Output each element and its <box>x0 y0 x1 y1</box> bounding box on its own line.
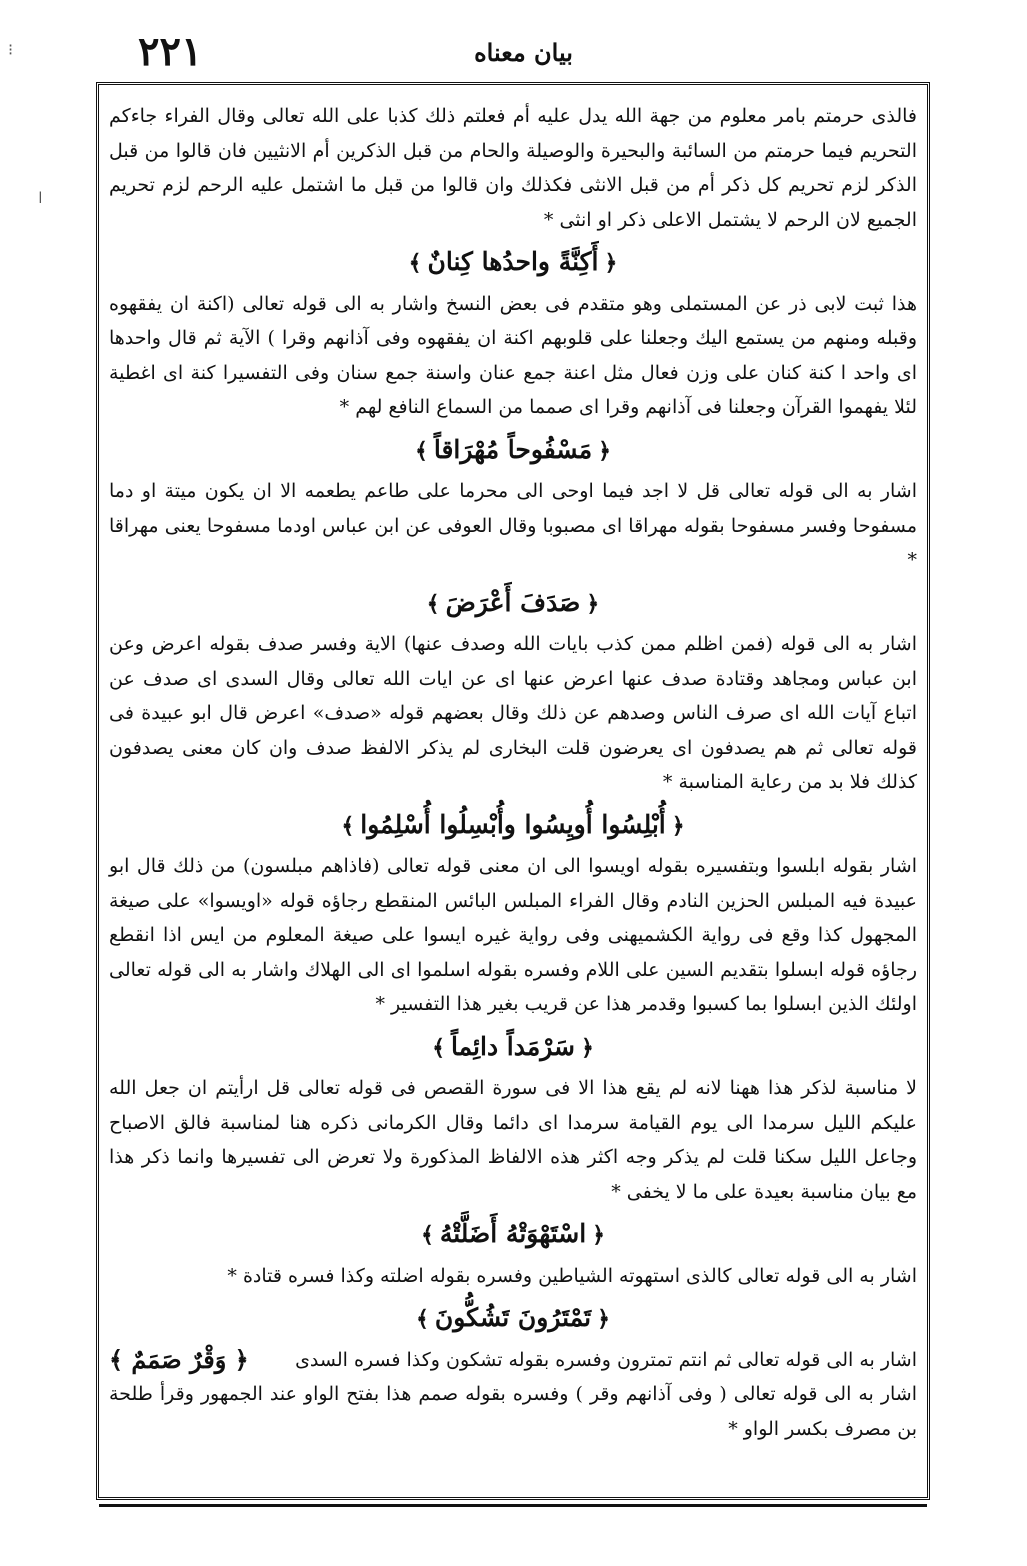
text-frame <box>96 82 930 1500</box>
ornament-bracket-icon: ﴾ <box>109 1344 132 1374</box>
section-heading <box>109 1301 917 1337</box>
ornament-bracket-icon: ﴿ <box>598 437 612 464</box>
heading-text: أُبْلِسُوا أُويِسُوا وأُبْسِلُوا أُسْلِمُوا <box>360 809 666 839</box>
ornament-bracket-icon: ﴿ <box>586 590 600 617</box>
paragraph: فالذى حرمتم بامر معلوم من جهة الله يدل عليه أم فعلتم ذلك كذبا على الله تعالى وقال الفراء جاءكم التحريم فيما حرمتم من السائبة والبحيرة والوصيلة والحام من قبل الذكرين أم الانثيين فان قالوا من قبل الذكر لزم تحريم كل ذكر أم من قبل الانثى فكذلك وان قالوا من قبل ما اشتمل عليه الرحم لزم تحريم الجميع لان الرحم لا يشتمل الاعلى ذكر او انثى * <box>109 105 917 231</box>
paragraph: اشار به الى قوله تعالى ثم انتم تمترون وفسره بقوله تشكون وكذا فسره السدى <box>295 1348 917 1371</box>
paragraph: اشار به الى قوله تعالى ( وفى آذانهم وقر ) وفسره بقوله صمم هذا بفتح الواو عند الجمهور وقرأ طلحة بن مصرف بكسر الواو * <box>109 1383 917 1440</box>
heading-text: أَكِنَّةً واحدُها كِنانٌ <box>427 247 599 276</box>
ornament-bracket-icon: ﴾ <box>420 1222 434 1248</box>
ornament-bracket-icon: ﴾ <box>408 250 422 276</box>
paragraph: اشار به الى قوله تعالى قل لا اجد فيما اوحى الى محرما على طاعم يطعمه الا ان يكون ميتة او دما مسفوحا وفسر مسفوحا بقوله مهراقا اى مصبوبا وقال العوفى عن ابن عباس اودما مسفوحا يعنى مهراقا * <box>109 480 917 571</box>
heading-text: سَرْمَداً دائِماً <box>450 1031 575 1061</box>
ornament-bracket-icon: ﴾ <box>414 437 428 464</box>
paragraph: اشار به الى قوله تعالى كالذى استهوته الشياطين وفسره بقوله اضلته وكذا فسره قتادة * <box>227 1264 917 1287</box>
page-number: ٢٢١ <box>138 28 203 75</box>
paragraph: هذا ثبت لابى ذر عن المستملى وهو متقدم فى بعض النسخ واشار به الى قوله تعالى (اكنة ان يفقهوه وقبله ومنهم من يستمع اليك وجعلنا على قلوبهم اكنة ان يفقهوه وفى آذانهم وقرا ) الآية ثم قال واحدها اى واحد ا كنة كنان على وزن فعال مثل اعنة جمع عنان واسنة جمع سنان وفى التفسيرا كنة اى اغطية لئلا يفهموا القرآن وجعلنا فى آذانهم وقرا اى صمما من السماع النافع لهم * <box>109 292 917 418</box>
ornament-bracket-icon: ﴿ <box>226 1344 249 1374</box>
section-heading <box>109 1217 917 1253</box>
ornament-bracket-icon: ﴾ <box>426 590 440 617</box>
margin-mark: ⁝ <box>8 40 14 59</box>
paragraph: اشار بقوله ابلسوا وبتفسيره بقوله اويسوا الى ان معنى قوله تعالى (فاذاهم مبلسون) من ذلك قال ابو عبيدة فيه المبلس الحزين النادم وقال الفراء المبلس البائس المنقطع رجاؤه قوله «اويسوا» على صيغة المجهول كذا وقع فى رواية الكشميهنى وفى رواية غيره ايسوا على صيغة المعلوم من ايس اذا انقطع رجاؤه قوله ابسلوا بتقديم السين على اللام وفسره بقوله اسلموا اى الى الهلاك واشار به الى قوله تعالى اولئك الذين ابسلوا بما كسبوا وقدمر هذا عن قريب بغير هذا التفسير * <box>109 855 917 1015</box>
section-heading <box>109 586 917 622</box>
section-heading <box>109 245 917 281</box>
page-header <box>110 20 937 80</box>
margin-mark: ǀ <box>38 188 43 207</box>
section-heading <box>109 1030 917 1066</box>
section-heading <box>109 433 917 469</box>
ornament-bracket-icon: ﴿ <box>597 1306 610 1332</box>
heading-text: مَسْفُوحاً مُهْرَاقاً <box>433 434 593 464</box>
running-title: بيان معناه <box>474 38 573 67</box>
ornament-bracket-icon: ﴿ <box>592 1222 606 1248</box>
ornament-bracket-icon: ﴾ <box>432 1034 445 1061</box>
section-heading <box>109 808 917 844</box>
heading-text: تَمْتَرُونَ تَشُكُّونَ <box>434 1303 592 1332</box>
page-body <box>109 99 917 1487</box>
paragraph: اشار به الى قوله (فمن اظلم ممن كذب بايات الله وصدف عنها) الاية وفسر صدف بقوله اعرض وعن ابن عباس ومجاهد وقتادة صدف عنها اعرض عنها اى عن ايات الله تعالى وقال السدى اى صدف عن اتباع آيات الله اى صرف الناس وصدهم عن ذلك وقال بعضهم قوله «صدف» اعرض قال ابو عبيدة فى قوله تعالى ثم هم يصدفون اى يعرضون قلت البخارى لم يذكر الالفظ صدف وان كان معنى يصدفون كذلك فلا بد من رعاية المناسبة * <box>109 633 917 793</box>
heading-text: صَدَفَ أَعْرَضَ <box>445 587 581 617</box>
ornament-bracket-icon: ﴿ <box>581 1034 594 1061</box>
ornament-bracket-icon: ﴿ <box>671 812 685 839</box>
ornament-bracket-icon: ﴿ <box>604 250 618 276</box>
inline-paragraph-row <box>109 1343 917 1378</box>
heading-text: اسْتَهْوَتْهُ أَضَلَّتْهُ <box>439 1219 587 1248</box>
paragraph: لا مناسبة لذكر هذا ههنا لانه لم يقع هذا الا فى سورة القصص فى قوله تعالى قل ارأيتم ان جعل الله عليكم الليل سرمدا الى يوم القيامة سرمدا اى دائما وقال الكرمانى ذكره هنا لمناسبة فالق الاصباح وجاعل الليل سكنا قلت لم يذكر وجه اكثر هذه الالفاظ المذكورة ولا تعرض الى تفسيرها وانما ذكر هذا مع بيان مناسبة بعيدة على ما لا يخفى * <box>109 1077 917 1203</box>
section-heading <box>109 1343 249 1378</box>
ornament-bracket-icon: ﴾ <box>415 1306 429 1332</box>
ornament-bracket-icon: ﴾ <box>341 812 355 839</box>
heading-text: وَقْرٌ صَمَمٌ <box>131 1344 227 1374</box>
